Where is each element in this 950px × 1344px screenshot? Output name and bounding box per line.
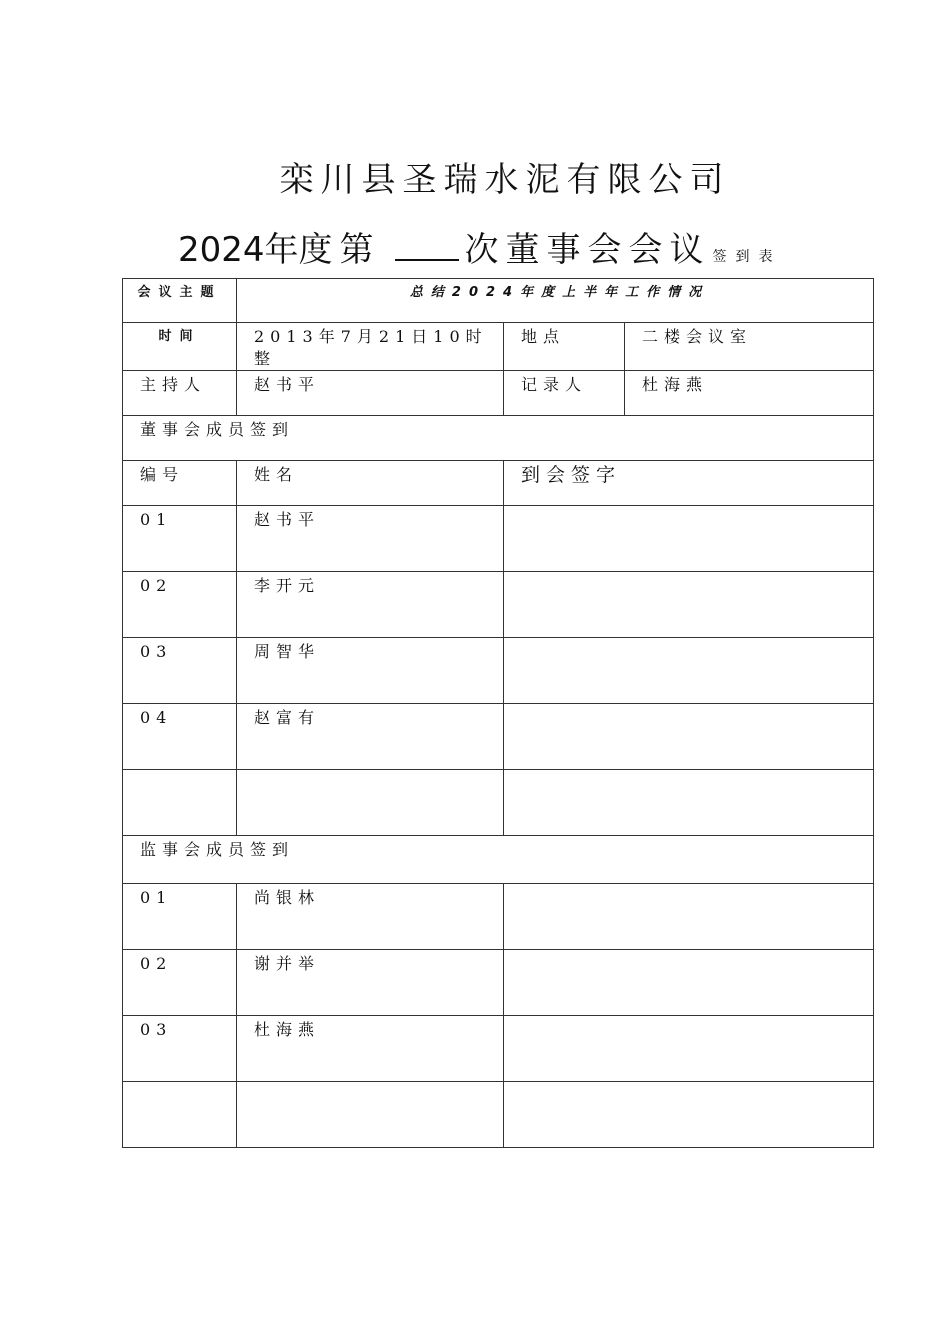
meeting-year: 2024年 (178, 230, 299, 270)
member-name[interactable] (237, 770, 504, 836)
signature-cell[interactable] (504, 506, 874, 572)
column-header-row (123, 461, 874, 506)
member-name: 杜海燕 (237, 1016, 504, 1082)
member-name: 周智华 (237, 638, 504, 704)
member-number: 01 (123, 506, 237, 572)
form-type-label: 签到表 (712, 249, 782, 265)
sign-in-table (122, 278, 874, 1148)
member-name: 尚银林 (237, 884, 504, 950)
board-member-row (123, 506, 874, 572)
meeting-order-prefix: 度第 (298, 230, 381, 270)
host-value: 赵书平 (237, 371, 504, 416)
meeting-title (178, 222, 782, 271)
name-column-header: 姓名 (237, 461, 504, 506)
place-value: 二楼会议室 (625, 323, 874, 371)
member-number: 03 (123, 638, 237, 704)
board-member-row-empty (123, 770, 874, 836)
signature-column-header: 到会签字 (504, 461, 874, 506)
recorder-label: 记录人 (504, 371, 625, 416)
member-number[interactable] (123, 1082, 237, 1148)
host-label: 主持人 (123, 371, 237, 416)
supervisor-member-row (123, 950, 874, 1016)
member-name: 赵富有 (237, 704, 504, 770)
meeting-name: 次董事会会议 (464, 230, 711, 270)
member-name[interactable] (237, 1082, 504, 1148)
board-section-title: 董事会成员签到 (123, 416, 874, 461)
member-number[interactable] (123, 770, 237, 836)
signature-cell[interactable] (504, 1016, 874, 1082)
signature-cell[interactable] (504, 950, 874, 1016)
supervisor-section-row (123, 836, 874, 884)
supervisor-member-row (123, 884, 874, 950)
supervisor-member-row (123, 1016, 874, 1082)
member-name: 赵书平 (237, 506, 504, 572)
time-value: 2013年7月21日10时整 (237, 323, 504, 371)
number-column-header: 编号 (123, 461, 237, 506)
member-name: 李开元 (237, 572, 504, 638)
recorder-value: 杜海燕 (625, 371, 874, 416)
host-recorder-row (123, 371, 874, 416)
member-number: 04 (123, 704, 237, 770)
supervisor-member-row-empty (123, 1082, 874, 1148)
subject-row (123, 279, 874, 323)
signature-cell[interactable] (504, 1082, 874, 1148)
board-member-row (123, 572, 874, 638)
signature-cell[interactable] (504, 704, 874, 770)
board-member-row (123, 638, 874, 704)
session-number-blank[interactable] (395, 229, 459, 261)
signature-cell[interactable] (504, 638, 874, 704)
member-number: 02 (123, 572, 237, 638)
subject-value: 总结2024年度上半年工作情况 (237, 279, 874, 323)
signature-cell[interactable] (504, 884, 874, 950)
member-number: 01 (123, 884, 237, 950)
member-name: 谢并举 (237, 950, 504, 1016)
place-label: 地点 (504, 323, 625, 371)
signature-cell[interactable] (504, 572, 874, 638)
time-place-row (123, 323, 874, 371)
company-title: 栾川县圣瑞水泥有限公司 (279, 160, 731, 200)
member-number: 03 (123, 1016, 237, 1082)
time-label: 时间 (123, 323, 237, 371)
board-member-row (123, 704, 874, 770)
signature-cell[interactable] (504, 770, 874, 836)
board-section-row (123, 416, 874, 461)
member-number: 02 (123, 950, 237, 1016)
subject-label: 会议主题 (123, 279, 237, 323)
supervisor-section-title: 监事会成员签到 (123, 836, 874, 884)
